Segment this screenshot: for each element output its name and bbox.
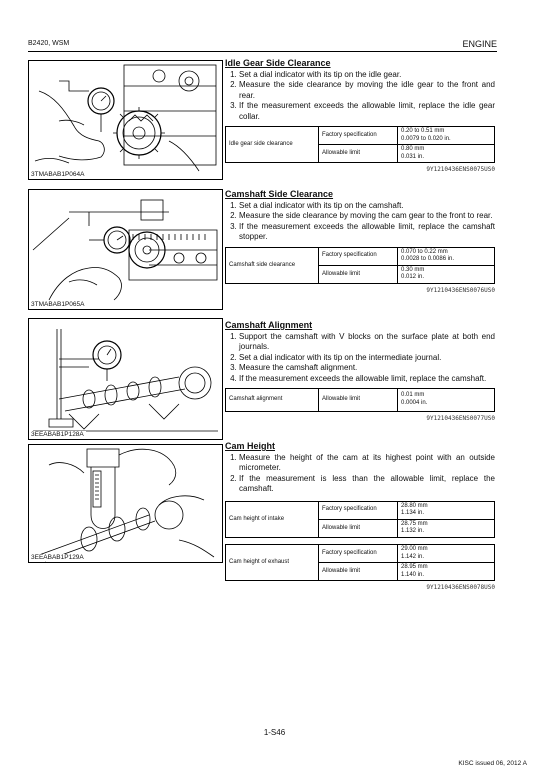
figure-camshaft-alignment	[28, 318, 223, 440]
figure-idle-gear	[28, 60, 223, 180]
step: 1. Support the camshaft with V blocks on the surface plate at both end journals.	[239, 332, 495, 353]
header-rule	[28, 51, 497, 52]
spec-item: Cam height of intake	[226, 501, 319, 537]
spec-table	[225, 247, 495, 284]
section-title: Idle Gear Side Clearance	[225, 58, 331, 68]
spec-factory-value: 0.20 to 0.51 mm 0.0079 to 0.020 in.	[398, 127, 495, 145]
step: 1. Set a dial indicator with its tip on the idle gear.	[239, 70, 495, 80]
spec-factory-value: 29.00 mm 1.142 in.	[398, 545, 495, 563]
spec-factory-value: 0.070 to 0.22 mm 0.0028 to 0.0086 in.	[398, 247, 495, 265]
section-idle-gear-side-clearance	[225, 58, 495, 173]
spec-item: Camshaft alignment	[226, 389, 319, 412]
spec-table	[225, 126, 495, 163]
spec-factory-label: Factory specification	[319, 545, 398, 563]
spec-factory-label: Factory specification	[319, 127, 398, 145]
reference-code: 9Y1210436ENS0076US0	[426, 287, 495, 294]
spec-table	[225, 388, 495, 412]
spec-item: Camshaft side clearance	[226, 247, 319, 283]
camshaft-side-illustration	[29, 190, 222, 309]
spec-item: Idle gear side clearance	[226, 127, 319, 163]
cam-height-illustration	[29, 445, 222, 562]
figure-caption: 3TMABAB1P064A	[31, 171, 85, 178]
step: 4. If the measurement exceeds the allowable limit, replace the camshaft.	[239, 374, 495, 384]
section-title: Camshaft Side Clearance	[225, 189, 334, 199]
step: 2. Measure the side clearance by moving the idle gear to the front and rear.	[239, 80, 495, 101]
spec-allowable-value: 28.95 mm 1.140 in.	[398, 563, 495, 581]
issue-date: KISC issued 06, 2012 A	[458, 760, 527, 767]
section-camshaft-alignment	[225, 320, 495, 422]
figure-caption: 3EEABAB1P128A	[31, 431, 84, 438]
spec-table-intake	[225, 501, 495, 538]
figure-caption: 3TMABAB1P065A	[31, 301, 85, 308]
manual-model: B2420, WSM	[28, 40, 70, 47]
spec-allowable-value: 0.80 mm 0.031 in.	[398, 145, 495, 163]
procedure-steps	[225, 453, 495, 495]
spec-factory-value: 28.80 mm 1.134 in.	[398, 501, 495, 519]
figure-caption: 3EEABAB1P129A	[31, 554, 84, 561]
spec-allowable-value: 28.75 mm 1.132 in.	[398, 519, 495, 537]
step: 3. If the measurement exceeds the allowable limit, replace the idle gear collar.	[239, 101, 495, 122]
step: 3. If the measurement exceeds the allowable limit, replace the camshaft stopper.	[239, 222, 495, 243]
spec-allowable-label: Allowable limit	[319, 265, 398, 283]
spec-allowable-value: 0.30 mm 0.012 in.	[398, 265, 495, 283]
step: 2. If the measurement is less than the allowable limit, replace the camshaft.	[239, 474, 495, 495]
procedure-steps	[225, 201, 495, 243]
spec-allowable-value: 0.01 mm 0.0004 in.	[398, 389, 495, 412]
spec-allowable-label: Allowable limit	[319, 563, 398, 581]
spec-allowable-label: Allowable limit	[319, 145, 398, 163]
step: 1. Set a dial indicator with its tip on the camshaft.	[239, 201, 495, 211]
step: 3. Measure the camshaft alignment.	[239, 363, 495, 373]
reference-code: 9Y1210436ENS0075US0	[426, 166, 495, 174]
procedure-steps	[225, 70, 495, 122]
reference-code: 9Y1210436ENS0078US0	[426, 584, 495, 592]
camshaft-alignment-illustration	[29, 319, 222, 439]
spec-factory-label: Factory specification	[319, 247, 398, 265]
reference-code: 9Y1210436ENS0077US0	[426, 415, 495, 423]
section-camshaft-side-clearance	[225, 189, 495, 294]
spec-factory-label: Factory specification	[319, 501, 398, 519]
spec-item: Cam height of exhaust	[226, 545, 319, 581]
page-number: 1-S46	[263, 728, 286, 737]
spec-table-exhaust	[225, 544, 495, 581]
section-name: ENGINE	[462, 39, 497, 49]
step: 1. Measure the height of the cam at its highest point with an outside micrometer.	[239, 453, 495, 474]
figure-camshaft-side	[28, 189, 223, 310]
section-title: Camshaft Alignment	[225, 320, 313, 330]
spec-allowable-label: Allowable limit	[319, 519, 398, 537]
figure-cam-height	[28, 444, 223, 563]
idle-gear-illustration	[29, 61, 222, 179]
procedure-steps	[225, 332, 495, 384]
step: 2. Set a dial indicator with its tip on the intermediate journal.	[239, 353, 495, 363]
step: 2. Measure the side clearance by moving the cam gear to the front to rear.	[239, 211, 495, 221]
section-cam-height	[225, 441, 495, 591]
spec-allowable-label: Allowable limit	[319, 389, 398, 412]
section-title: Cam Height	[225, 441, 276, 451]
